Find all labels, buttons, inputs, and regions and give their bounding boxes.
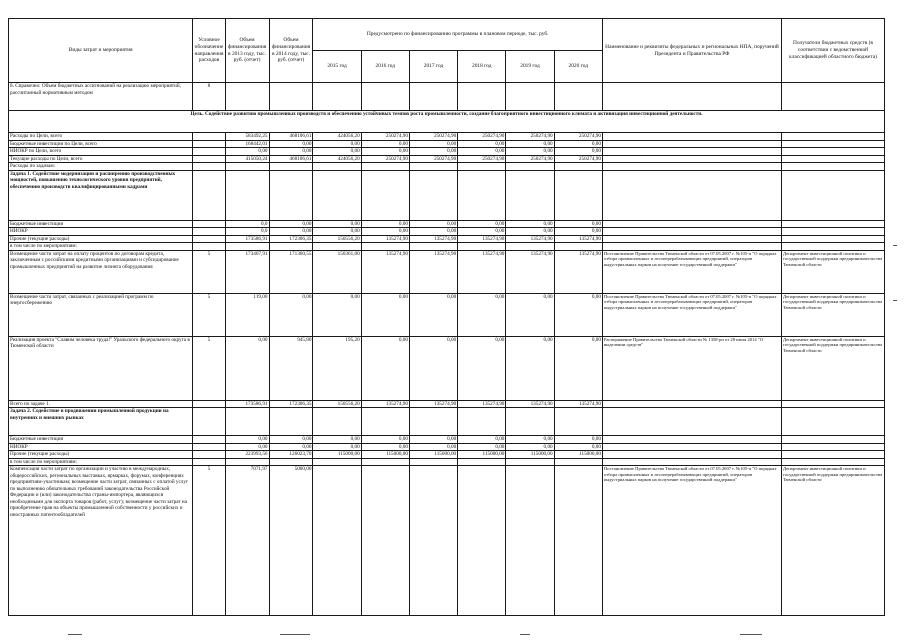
recipient-cell: [781, 133, 884, 141]
row-code-cell: [193, 133, 225, 141]
value-cell: 0,00: [409, 443, 457, 451]
npa-cell: [602, 228, 781, 236]
table-row: [9, 466, 885, 616]
row-name-cell: Реализация проекта "Славим человека труда!" Уральского федерального округа в Тюменской области: [9, 336, 193, 400]
row-code-cell: 5: [193, 250, 225, 293]
npa-cell: [602, 83, 781, 111]
row-name-cell: Бюджетные инвестиции: [9, 436, 193, 444]
value-cell: 0,00: [361, 293, 409, 336]
value-cell: 0,00: [225, 148, 269, 156]
value-cell: 0,00: [409, 148, 457, 156]
value-cell: 250274,90: [554, 133, 602, 141]
value-cell: [361, 243, 409, 251]
table-row: [9, 293, 885, 336]
col-header-plan: Предусмотрено по финансированию программы в плановом периоде, тыс. руб.: [313, 19, 603, 51]
value-cell: [269, 170, 313, 220]
row-code-cell: [193, 140, 225, 148]
value-cell: 945,80: [269, 336, 313, 400]
npa-cell: [602, 163, 781, 171]
value-cell: 0,00: [313, 228, 361, 236]
value-cell: [554, 83, 602, 111]
npa-cell: Постановление Правительства Тюменской области от 07.05.2007 г. №105-п "О порядках отбора промышленных и лесоперерабатывающих предприятий, операторов индустриальных парков на получение государственной поддержки": [602, 293, 781, 336]
value-cell: [506, 243, 554, 251]
value-cell: [361, 408, 409, 436]
row-code-cell: [193, 155, 225, 163]
value-cell: 250274,90: [506, 155, 554, 163]
table-row: [9, 400, 885, 408]
value-cell: [409, 458, 457, 466]
table-row: [9, 336, 885, 400]
value-cell: [313, 466, 361, 616]
value-cell: 126023,70: [269, 451, 313, 459]
table-row: [9, 243, 885, 251]
value-cell: 135274,90: [361, 400, 409, 408]
table-header: [9, 19, 885, 83]
value-cell: 0,00: [269, 436, 313, 444]
recipient-cell: Департамент инвестиционной политики и государственной поддержки предпринимательства Тюменской области: [781, 336, 884, 400]
value-cell: 0,00: [269, 140, 313, 148]
row-code-cell: [193, 443, 225, 451]
value-cell: 0,00: [313, 140, 361, 148]
value-cell: 0,00: [361, 148, 409, 156]
value-cell: 135274,90: [506, 400, 554, 408]
value-cell: [554, 243, 602, 251]
value-cell: 0,00: [361, 336, 409, 400]
value-cell: 0,00: [269, 228, 313, 236]
row-name-cell: 8. Справочно: Объем бюджетных ассигнований на реализацию мероприятий, рассчитанный нормативным методом: [9, 83, 193, 111]
row-name-cell: Прочие (текущие расходы): [9, 235, 193, 243]
value-cell: [506, 83, 554, 111]
value-cell: 0,00: [554, 148, 602, 156]
value-cell: [554, 458, 602, 466]
year-header: 2018 год: [458, 51, 506, 83]
table-row: [9, 111, 885, 133]
npa-cell: [602, 400, 781, 408]
row-code-cell: 5: [193, 466, 225, 616]
table-row: [9, 451, 885, 459]
value-cell: [554, 170, 602, 220]
value-cell: 150556,20: [313, 400, 361, 408]
value-cell: 0,00: [313, 443, 361, 451]
npa-cell: [602, 443, 781, 451]
value-cell: 0,00: [554, 140, 602, 148]
value-cell: [458, 163, 506, 171]
value-cell: [458, 458, 506, 466]
recipient-cell: [781, 443, 884, 451]
col-header-2013: Объем финансирования в 2013 году, тыс. руб. (отчет): [225, 19, 269, 83]
recipient-cell: [781, 228, 884, 236]
value-cell: [269, 83, 313, 111]
value-cell: 0,00: [506, 293, 554, 336]
value-cell: 0,00: [506, 443, 554, 451]
value-cell: 195,20: [313, 336, 361, 400]
row-code-cell: [193, 408, 225, 436]
value-cell: 0,00: [554, 436, 602, 444]
value-cell: [506, 170, 554, 220]
recipient-cell: [781, 155, 884, 163]
value-cell: 468106,61: [269, 155, 313, 163]
value-cell: [269, 243, 313, 251]
npa-cell: Постановление Правительства Тюменской области от 07.05.2007 г. №105-п "О порядках отбора промышленных и лесоперерабатывающих предприятий, операторов индустриальных парков на получение государственной поддержки": [602, 466, 781, 616]
table-row: [9, 155, 885, 163]
npa-cell: [602, 140, 781, 148]
value-cell: [409, 243, 457, 251]
recipient-cell: [781, 83, 884, 111]
recipient-cell: [781, 163, 884, 171]
recipient-cell: [781, 148, 884, 156]
npa-cell: [602, 170, 781, 220]
value-cell: 0,00: [269, 148, 313, 156]
value-cell: 250274,90: [409, 133, 457, 141]
page-bottom-margin: [0, 622, 905, 640]
value-cell: 0,0: [225, 220, 269, 228]
value-cell: 0,00: [313, 148, 361, 156]
row-code-cell: 5: [193, 336, 225, 400]
npa-cell: [602, 408, 781, 436]
value-cell: [225, 170, 269, 220]
col-header-code: Условное обозначение направления расходов: [193, 19, 225, 83]
value-cell: 135274,90: [506, 235, 554, 243]
table-row: [9, 250, 885, 293]
value-cell: 119,00: [225, 293, 269, 336]
value-cell: [361, 163, 409, 171]
value-cell: 150556,20: [313, 235, 361, 243]
value-cell: [506, 163, 554, 171]
year-header: 2020 год: [554, 51, 602, 83]
value-cell: 135274,90: [554, 400, 602, 408]
npa-cell: [602, 155, 781, 163]
row-name-cell: Всего по задаче 1.: [9, 400, 193, 408]
npa-cell: [602, 436, 781, 444]
recipient-cell: Департамент инвестиционной политики и государственной поддержки предпринимательства Тюменской области: [781, 250, 884, 293]
value-cell: [409, 408, 457, 436]
value-cell: 135274,90: [361, 235, 409, 243]
value-cell: 250274,90: [458, 155, 506, 163]
value-cell: 7071,97: [225, 466, 269, 616]
row-name-cell: Возмещение части затрат на оплату процентов по договорам кредита, заключенным с российскими кредитными организациями и субсидирование промышленных предприятий на развитие лизинга оборудования: [9, 250, 193, 293]
value-cell: 0,00: [554, 293, 602, 336]
npa-cell: [602, 235, 781, 243]
value-cell: 0,00: [458, 436, 506, 444]
row-name-cell: Задача 2. Содействие в продвижении промышленной продукции на внутренних и внешних рынках: [9, 408, 193, 436]
value-cell: 0,00: [506, 336, 554, 400]
value-cell: [458, 466, 506, 616]
value-cell: [313, 243, 361, 251]
value-cell: 0,00: [458, 228, 506, 236]
row-name-cell: Бюджетные инвестиции: [9, 220, 193, 228]
npa-cell: [602, 133, 781, 141]
value-cell: 223993,56: [225, 451, 269, 459]
table-row: [9, 148, 885, 156]
value-cell: 135274,90: [458, 250, 506, 293]
value-cell: [313, 163, 361, 171]
table-row: [9, 163, 885, 171]
year-header: 2016 год: [361, 51, 409, 83]
value-cell: 135274,90: [409, 400, 457, 408]
value-cell: 135274,90: [554, 250, 602, 293]
row-code-cell: [193, 235, 225, 243]
table-row: [9, 228, 885, 236]
table-row: [9, 458, 885, 466]
value-cell: 0,00: [458, 336, 506, 400]
value-cell: 0,00: [313, 220, 361, 228]
value-cell: 424056,20: [313, 133, 361, 141]
value-cell: [409, 163, 457, 171]
value-cell: 0,00: [225, 436, 269, 444]
value-cell: 0,00: [313, 293, 361, 336]
value-cell: [269, 408, 313, 436]
row-code-cell: [193, 148, 225, 156]
value-cell: [225, 83, 269, 111]
value-cell: 172306,35: [269, 235, 313, 243]
value-cell: [506, 466, 554, 616]
recipient-cell: [781, 170, 884, 220]
col-header-recipients: Получатели бюджетных средств (в соответствии с ведомственной классификацией областного бюджета): [781, 19, 884, 83]
value-cell: 115000,00: [409, 451, 457, 459]
value-cell: 135274,90: [554, 235, 602, 243]
recipient-cell: [781, 451, 884, 459]
row-name-cell: НИОКР по Цели, всего: [9, 148, 193, 156]
scan-artifact: [893, 245, 897, 246]
value-cell: 0,00: [361, 140, 409, 148]
value-cell: 0,00: [409, 436, 457, 444]
value-cell: 0,00: [458, 220, 506, 228]
col-header-2014: Объем финансирования в 2014 году, тыс. руб. (отчет): [269, 19, 313, 83]
value-cell: 135274,90: [458, 235, 506, 243]
row-name-cell: Компенсация части затрат по организации и участию в международных, общероссийских, региональных выставках, ярмарках, форумах, конференциях предприятиям-участникам; возмещение части затрат, связанных с оплатой услуг по выполнению обязательных требований законодательства Российской Федерации и (или) законодательства страны-импортера, являющихся необходимыми для экспорта товаров (работ, услуг); возмещение части затрат на приобретение прав на объекты промышленной собственности у российских и иностранных патентообладателей: [9, 466, 193, 616]
row-name-cell: Прочие (текущие расходы): [9, 451, 193, 459]
value-cell: 171360,55: [269, 250, 313, 293]
value-cell: [269, 163, 313, 171]
table-row: [9, 83, 885, 111]
value-cell: [361, 458, 409, 466]
npa-cell: [602, 220, 781, 228]
value-cell: 250274,90: [361, 133, 409, 141]
value-cell: 0,00: [506, 436, 554, 444]
scan-artifact: [280, 634, 310, 635]
value-cell: 0,00: [409, 293, 457, 336]
table-row: [9, 220, 885, 228]
row-name-cell: Расходы по Цели, всего: [9, 133, 193, 141]
value-cell: 468106,61: [269, 133, 313, 141]
recipient-cell: [781, 436, 884, 444]
table-row: [9, 235, 885, 243]
value-cell: 135274,90: [361, 250, 409, 293]
row-code-cell: [193, 228, 225, 236]
value-cell: [554, 163, 602, 171]
value-cell: 135274,90: [458, 400, 506, 408]
value-cell: 0,00: [361, 220, 409, 228]
row-name-cell: в том числе по мероприятиям:: [9, 243, 193, 251]
value-cell: 0,00: [458, 140, 506, 148]
row-code-cell: [193, 220, 225, 228]
value-cell: [225, 458, 269, 466]
value-cell: 0,00: [506, 148, 554, 156]
row-code-cell: [193, 458, 225, 466]
value-cell: 0,00: [554, 220, 602, 228]
scan-artifact: [520, 634, 530, 635]
value-cell: 0,00: [225, 443, 269, 451]
table-row: [9, 133, 885, 141]
value-cell: 0,00: [269, 443, 313, 451]
value-cell: 0,00: [225, 336, 269, 400]
recipient-cell: [781, 400, 884, 408]
value-cell: 115000,00: [506, 451, 554, 459]
table-row: [9, 443, 885, 451]
row-name-cell: Бюджетные инвестиции по Цели, всего: [9, 140, 193, 148]
value-cell: 0,00: [361, 228, 409, 236]
table-row: [9, 408, 885, 436]
value-cell: [313, 458, 361, 466]
row-code-cell: [193, 400, 225, 408]
value-cell: 0,00: [554, 228, 602, 236]
value-cell: [554, 466, 602, 616]
row-code-cell: [193, 163, 225, 171]
financing-table: [8, 18, 885, 616]
value-cell: 0,00: [458, 293, 506, 336]
value-cell: [225, 163, 269, 171]
value-cell: 115000,00: [313, 451, 361, 459]
value-cell: 0,00: [409, 140, 457, 148]
table-body: [9, 83, 885, 616]
value-cell: [506, 408, 554, 436]
value-cell: [313, 170, 361, 220]
value-cell: 250274,90: [361, 155, 409, 163]
value-cell: [409, 466, 457, 616]
recipient-cell: Департамент инвестиционной политики и государственной поддержки предпринимательства Тюменской области: [781, 466, 884, 616]
row-code-cell: [193, 436, 225, 444]
value-cell: [361, 466, 409, 616]
row-code-cell: [193, 170, 225, 220]
value-cell: [458, 83, 506, 111]
recipient-cell: Департамент инвестиционной политики и государственной поддержки предпринимательства Тюменской области: [781, 293, 884, 336]
row-code-cell: [193, 243, 225, 251]
scan-artifact: [740, 634, 762, 635]
value-cell: [225, 408, 269, 436]
row-name-cell: Расходы по задачам:: [9, 163, 193, 171]
value-cell: [225, 243, 269, 251]
value-cell: 173586,91: [225, 400, 269, 408]
value-cell: 173586,91: [225, 235, 269, 243]
value-cell: [458, 243, 506, 251]
row-name-cell: НИОКР: [9, 443, 193, 451]
value-cell: [361, 83, 409, 111]
value-cell: 115000,00: [361, 451, 409, 459]
npa-cell: Постановление Правительства Тюменской области от 07.05.2007 г. №105-п "О порядках отбора промышленных и лесоперерабатывающих предприятий, операторов индустриальных парков на получение государственной поддержки": [602, 250, 781, 293]
value-cell: 135274,90: [409, 235, 457, 243]
value-cell: 0,00: [506, 220, 554, 228]
npa-cell: [602, 243, 781, 251]
value-cell: 0,00: [361, 436, 409, 444]
value-cell: 0,00: [409, 336, 457, 400]
value-cell: 0,00: [361, 443, 409, 451]
recipient-cell: [781, 235, 884, 243]
value-cell: 115000,00: [458, 451, 506, 459]
value-cell: 0,00: [554, 443, 602, 451]
value-cell: 0,00: [458, 443, 506, 451]
scan-artifact: [68, 634, 82, 635]
value-cell: 135274,90: [506, 250, 554, 293]
row-name-cell: Возмещение части затрат, связанных с реализацией программ по энергосбережению: [9, 293, 193, 336]
row-name-cell: Текущие расходы по Цели, всего: [9, 155, 193, 163]
value-cell: 0,00: [506, 228, 554, 236]
table-row: [9, 436, 885, 444]
col-header-npa: Наименование и реквизиты федеральных и региональных НПА, поручений Президента и Правительства РФ: [602, 19, 781, 83]
value-cell: 0,00: [269, 220, 313, 228]
npa-cell: [602, 458, 781, 466]
value-cell: 172306,35: [269, 400, 313, 408]
recipient-cell: [781, 140, 884, 148]
row-name-cell: НИОКР: [9, 228, 193, 236]
row-code-cell: 8: [193, 83, 225, 111]
value-cell: 250274,90: [458, 133, 506, 141]
value-cell: 0,00: [269, 293, 313, 336]
value-cell: 0,00: [506, 140, 554, 148]
row-name-cell: в том числе по мероприятиям:: [9, 458, 193, 466]
value-cell: 115000,00: [554, 451, 602, 459]
col-header-name: Виды затрат и мероприятия: [9, 19, 193, 83]
recipient-cell: [781, 408, 884, 436]
value-cell: 424056,20: [313, 155, 361, 163]
value-cell: 250274,90: [409, 155, 457, 163]
value-cell: 0,00: [313, 436, 361, 444]
table-row: [9, 170, 885, 220]
value-cell: [361, 170, 409, 220]
value-cell: 168442,01: [225, 140, 269, 148]
value-cell: 250274,90: [554, 155, 602, 163]
value-cell: 0,00: [409, 220, 457, 228]
value-cell: [458, 408, 506, 436]
value-cell: [409, 170, 457, 220]
row-code-cell: 5: [193, 293, 225, 336]
value-cell: 583492,25: [225, 133, 269, 141]
value-cell: 173467,91: [225, 250, 269, 293]
recipient-cell: [781, 458, 884, 466]
value-cell: 5000,00: [269, 466, 313, 616]
npa-cell: [602, 451, 781, 459]
row-name-cell: Задача 1. Содействие модернизации и расширению производственных мощностей, повышению технологического уровня предприятий, обеспечению производств квалифицированными кадрами: [9, 170, 193, 220]
npa-cell: [602, 148, 781, 156]
value-cell: [506, 458, 554, 466]
scan-artifact: [893, 300, 897, 301]
value-cell: 250274,90: [506, 133, 554, 141]
goal-cell: Цель. Содействие развитию промышленных производств и обеспечению устойчивых темпов роста промышленности, создание благоприятного инвестиционного климата и активизация инвестиционной деятельности.: [9, 111, 885, 133]
value-cell: [269, 458, 313, 466]
value-cell: [554, 408, 602, 436]
value-cell: [409, 83, 457, 111]
value-cell: 135274,90: [409, 250, 457, 293]
value-cell: 0,00: [409, 228, 457, 236]
value-cell: 415050,24: [225, 155, 269, 163]
table-row: [9, 140, 885, 148]
value-cell: [458, 170, 506, 220]
value-cell: 0,0: [225, 228, 269, 236]
recipient-cell: [781, 220, 884, 228]
row-code-cell: [193, 451, 225, 459]
value-cell: [313, 408, 361, 436]
value-cell: [313, 83, 361, 111]
value-cell: 0,00: [554, 336, 602, 400]
year-header: 2019 год: [506, 51, 554, 83]
year-header: 2017 год: [409, 51, 457, 83]
year-header: 2015 год: [313, 51, 361, 83]
value-cell: 0,00: [458, 148, 506, 156]
npa-cell: Распоряжение Правительства Тюменской области № 1358-рп от 28 июля 2014 "О выделении средств": [602, 336, 781, 400]
value-cell: 150361,00: [313, 250, 361, 293]
recipient-cell: [781, 243, 884, 251]
